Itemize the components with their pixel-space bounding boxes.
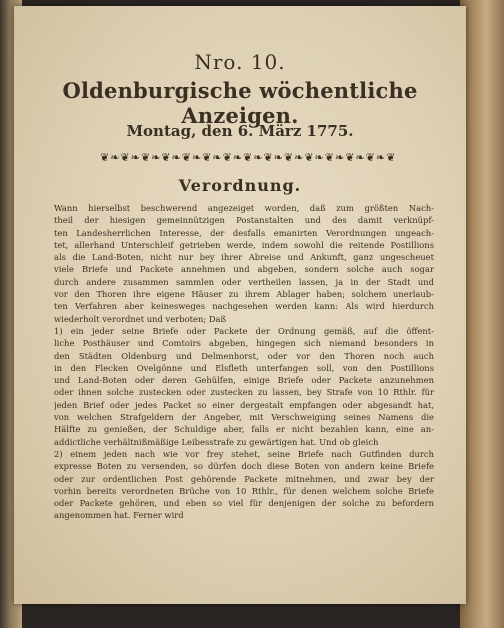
text-line: wiederholt verordnet und verboten; Daß <box>54 313 227 324</box>
text-line: theil der hiesigen gemeinnützigen Postanstalten und des damit verknüpf- <box>54 215 434 226</box>
text-line: viele Briefe und Packete annehmen und abgeben, sondern solche auch sogar <box>54 264 434 275</box>
text-line: oder ihnen solche zustecken oder zustecken zu lassen, bey Strafe von 10 Rthlr. für <box>54 387 434 398</box>
text-line: jeden Brief oder jedes Packet so einer dergestalt empfangen oder abgesandt hat, <box>54 399 434 410</box>
text-line: 1) ein jeder seine Briefe oder Packete der Ordnung gemäß, auf die öffent- <box>54 325 434 336</box>
paragraph-rule-1 <box>54 325 434 448</box>
text-line: in den Flecken Ovelgönne und Elsfleth unterfangen soll, von den Postillions <box>54 362 434 373</box>
article-heading: Verordnung. <box>178 176 302 195</box>
text-line: Hälfte zu genießen, der Schuldige aber, falls er nicht bezahlen kann, eine an- <box>54 424 434 435</box>
text-line: vor den Thoren ihre eigene Häuser zu ihrem Ablager haben; solchem unerlaub- <box>54 289 434 300</box>
text-line: 2) einem jeden nach wie vor frey stehet, seine Briefe nach Gutfinden durch <box>54 448 434 459</box>
text-line: von welchen Strafgeldern der Angeber, mit Verschweigung seines Namens die <box>54 412 434 423</box>
text-line: den Städten Oldenburg und Delmenhorst, oder vor den Thoren noch auch <box>54 350 434 361</box>
text-line: liche Posthäuser und Comtoirs abgeben, hingegen sich niemand besonders in <box>54 338 434 349</box>
ornamental-rule: ❦❧❦❧❦❧❦❧❦❧❦❧❦❧❦❧❦❧❦❧❦❧❦❧❦❧❦❧❦ <box>100 151 396 164</box>
text-line: als die Land-Boten, nicht nur bey ihrer Abreise und Ankunft, ganz ungescheuet <box>54 252 434 263</box>
paragraph-rule-2 <box>54 448 434 522</box>
page-stack-edge <box>460 0 504 628</box>
issue-number: Nro. 10. <box>194 50 286 74</box>
text-line: Wann hierselbst beschwerend angezeiget worden, daß zum größten Nach- <box>54 203 434 213</box>
text-line: expresse Boten zu versenden, so dürfen doch diese Boten von andern keine Briefe <box>54 461 434 472</box>
text-line: addictliche verhältnißmäßige Leibesstrafe zu gewärtigen hat. Und ob gleich <box>54 436 379 447</box>
text-line: angenommen hat. Ferner wird <box>54 510 184 521</box>
masthead-title: Oldenburgische wöchentliche Anzeigen. <box>62 78 418 128</box>
article-body <box>54 202 434 522</box>
text-line: und Land-Boten oder deren Gehülfen, einige Briefe oder Packete anzunehmen <box>54 375 434 386</box>
text-line: ten Landesherrlichen Interesse, der desfalls emanirten Verordnungen ungeach- <box>54 227 434 238</box>
text-line: ten Verfahren aber keinesweges nachgesehen werden kann: Als wird hierdurch <box>54 301 434 312</box>
issue-date: Montag, den 6. März 1775. <box>126 122 354 140</box>
text-line: vorhin bereits verordneten Brüche von 10 Rthlr., für denen welchem solche Briefe <box>54 485 434 496</box>
text-line: oder zur ordentlichen Post gehörende Packete mitnehmen, und zwar bey der <box>54 473 434 484</box>
text-line: oder Packete gehören, und eben so viel für denjenigen der solche zu befordern <box>54 498 434 509</box>
newspaper-page <box>14 6 466 604</box>
text-line: durch andere zusammen sammlen oder vertheilen lassen, ja in der Stadt und <box>54 276 434 287</box>
paragraph-intro <box>54 202 434 325</box>
text-line: tet, allerhand Unterschleif getrieben werde, indem sowohl die reitende Postillions <box>54 239 434 250</box>
